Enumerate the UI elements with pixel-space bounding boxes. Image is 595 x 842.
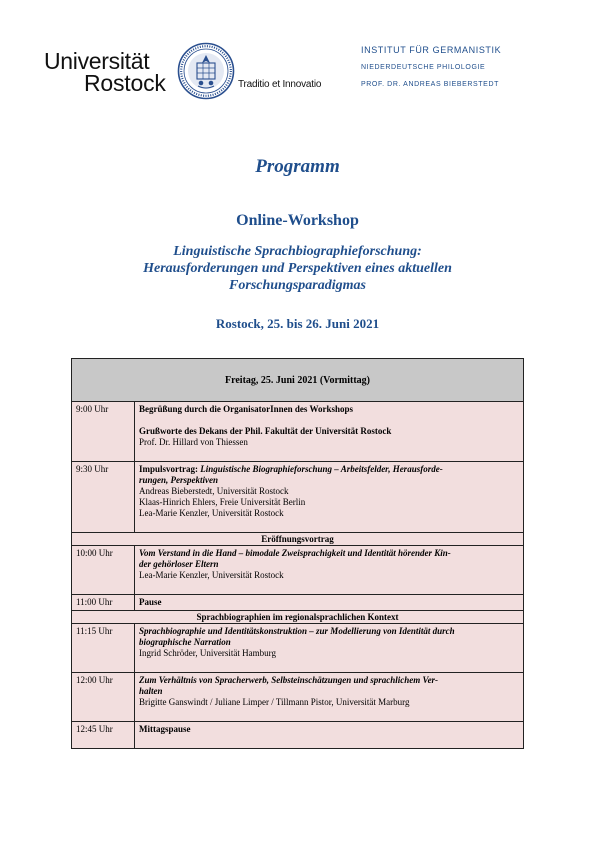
time-cell: 12:45 Uhr <box>72 722 135 749</box>
entry-label: Impulsvortrag: <box>139 464 198 474</box>
university-seal-icon <box>177 42 235 100</box>
entry-title: Grußworte des Dekans der Phil. Fakultät der Universität Rostock <box>139 426 392 436</box>
schedule-row <box>72 722 524 749</box>
entry-speaker: Ingrid Schröder, Universität Hamburg <box>139 648 276 658</box>
time-cell: 10:00 Uhr <box>72 546 135 595</box>
schedule-row <box>72 673 524 722</box>
university-logo <box>44 50 166 95</box>
entry-cell <box>135 722 524 749</box>
subtitle-line-1: Linguistische Sprachbiographieforschung: <box>173 244 422 259</box>
entry-cell <box>135 624 524 673</box>
schedule-row <box>72 462 524 533</box>
subtitle-line-3: Forschungsparadigmas <box>229 278 366 293</box>
entry-title: Sprachbiographie und Identitätskonstruktion – zur Modellierung von Identität durch <box>139 626 455 636</box>
entry-speaker: Klaas-Hinrich Ehlers, Freie Universität Berlin <box>139 497 306 507</box>
entry-title-cont: der gehörloser Eltern <box>139 559 219 569</box>
entry-title: Begrüßung durch die OrganisatorInnen des Workshops <box>139 404 353 414</box>
program-title: Programm <box>255 156 340 177</box>
logo-line-2: Rostock <box>84 70 166 96</box>
day-header-row <box>72 359 524 402</box>
institute-name: INSTITUT FÜR GERMANISTIK <box>361 45 502 55</box>
department-name: NIEDERDEUTSCHE PHILOLOGIE <box>361 64 486 71</box>
schedule-row <box>72 595 524 611</box>
entry-speaker: Brigitte Ganswindt / Juliane Limper / Tillmann Pistor, Universität Marburg <box>139 697 410 707</box>
event-subtitle <box>0 243 595 294</box>
motto: Traditio et Innovatio <box>238 79 322 90</box>
entry-speaker: Lea-Marie Kenzler, Universität Rostock <box>139 508 284 518</box>
subtitle-line-2: Herausforderungen und Perspektiven eines aktuellen <box>143 261 452 276</box>
entry-cell <box>135 546 524 595</box>
logo-line-1: Universität <box>44 48 150 74</box>
schedule-row <box>72 546 524 595</box>
schedule-row <box>72 624 524 673</box>
event-place-date: Rostock, 25. bis 26. Juni 2021 <box>215 316 380 331</box>
day-header: Freitag, 25. Juni 2021 (Vormittag) <box>72 359 524 402</box>
professor-name: PROF. DR. ANDREAS BIEBERSTEDT <box>361 81 499 88</box>
entry-cell <box>135 673 524 722</box>
entry-speaker: Andreas Bieberstedt, Universität Rostock <box>139 486 289 496</box>
schedule-row <box>72 402 524 462</box>
event-title: Online-Workshop <box>236 212 359 229</box>
time-cell: 11:00 Uhr <box>72 595 135 611</box>
time-cell: 12:00 Uhr <box>72 673 135 722</box>
entry-title: Zum Verhältnis von Spracherwerb, Selbsteinschätzungen und sprachlichem Ver- <box>139 675 439 685</box>
section-heading: Eröffnungsvortrag <box>72 533 524 546</box>
time-cell: 9:30 Uhr <box>72 462 135 533</box>
entry-speaker: Prof. Dr. Hillard von Thiessen <box>139 437 248 447</box>
schedule-table <box>71 358 524 749</box>
entry-cell <box>135 462 524 533</box>
entry-title-cont: halten <box>139 686 163 696</box>
time-cell: 11:15 Uhr <box>72 624 135 673</box>
entry-title-cont: rungen, Perspektiven <box>139 475 219 485</box>
entry-title: Vom Verstand in die Hand – bimodale Zweisprachigkeit und Identität hörender Kin- <box>139 548 451 558</box>
entry-speaker: Lea-Marie Kenzler, Universität Rostock <box>139 570 284 580</box>
entry-title: Pause <box>135 595 524 611</box>
section-heading: Sprachbiographien im regionalsprachlichen Kontext <box>72 611 524 624</box>
section-row <box>72 533 524 546</box>
section-row <box>72 611 524 624</box>
entry-title: Linguistische Biographieforschung – Arbeitsfelder, Herausforde- <box>200 464 443 474</box>
entry-cell <box>135 402 524 462</box>
entry-title: Mittagspause <box>139 724 191 734</box>
time-cell: 9:00 Uhr <box>72 402 135 462</box>
entry-title-cont: biographische Narration <box>139 637 231 647</box>
